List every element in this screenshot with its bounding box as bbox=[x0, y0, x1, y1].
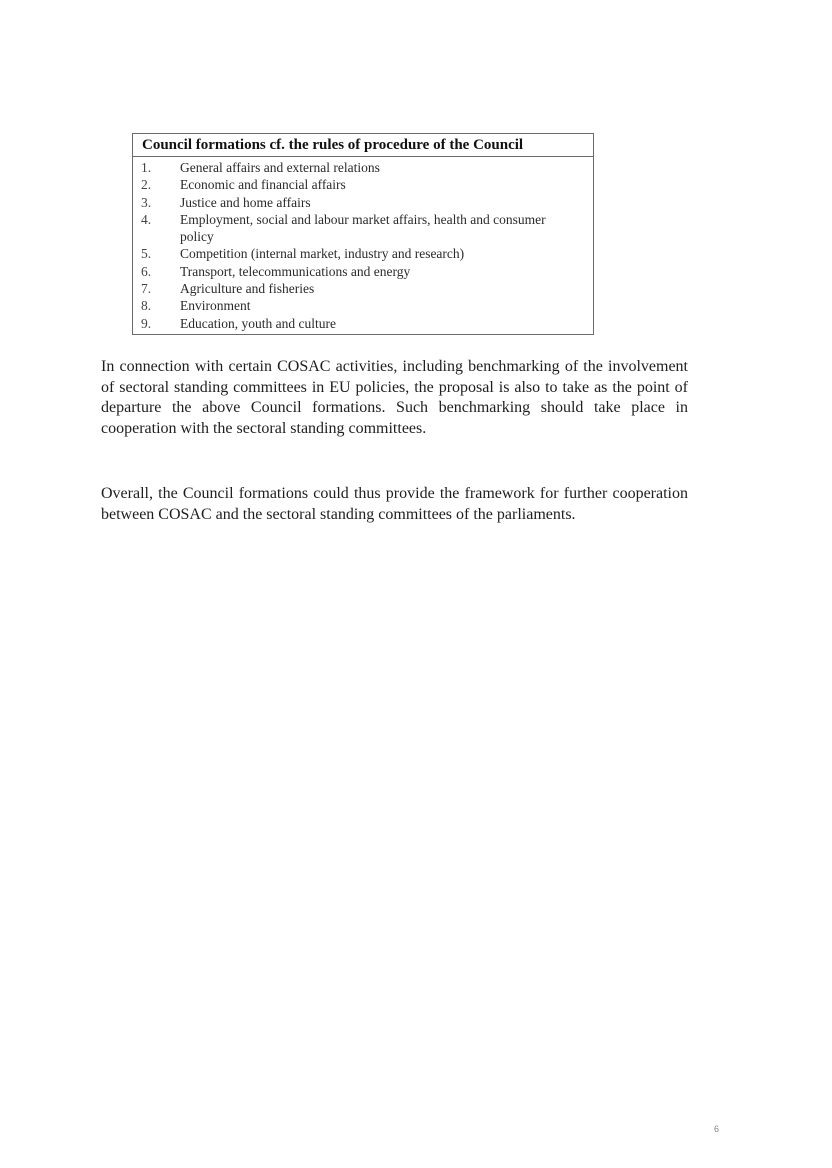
item-number: 9. bbox=[141, 315, 152, 331]
item-text: Employment, social and labour market affairs, health and consumer policy bbox=[180, 211, 546, 245]
item-number: 5. bbox=[141, 246, 152, 262]
paragraph-benchmarking: In connection with certain COSAC activities, including benchmarking of the involvement of sectoral standing committees in EU policies, the proposal is also to take as the point of departure the above Council formations. Such benchmarking should take place in cooperation with the sectoral standing committees. bbox=[101, 358, 688, 437]
paragraph-overall: Overall, the Council formations could thus provide the framework for further cooperation between COSAC and the sectoral standing committees of the parliaments. bbox=[101, 485, 688, 523]
item-number: 2. bbox=[141, 177, 152, 193]
list-item bbox=[133, 280, 593, 297]
item-text: Agriculture and fisheries bbox=[180, 281, 315, 297]
formations-list bbox=[133, 159, 593, 332]
item-text: Environment bbox=[180, 298, 251, 314]
list-item bbox=[133, 315, 593, 332]
list-item bbox=[133, 245, 593, 262]
item-number: 1. bbox=[141, 160, 152, 175]
council-formations-table bbox=[132, 133, 594, 335]
list-item bbox=[133, 194, 593, 211]
item-number: 8. bbox=[141, 298, 152, 314]
item-text: Education, youth and culture bbox=[180, 315, 336, 331]
list-item bbox=[133, 176, 593, 193]
list-item bbox=[133, 159, 593, 176]
list-item bbox=[133, 297, 593, 314]
item-number: 4. bbox=[141, 211, 152, 227]
item-text: Transport, telecommunications and energy bbox=[180, 263, 411, 279]
item-text: Competition (internal market, industry and research) bbox=[180, 246, 465, 262]
item-text: General affairs and external relations bbox=[180, 160, 380, 175]
page-number: 6 bbox=[714, 1124, 720, 1134]
table-title: Council formations cf. the rules of procedure of the Council bbox=[133, 134, 593, 157]
list-item bbox=[133, 263, 593, 280]
item-text: Economic and financial affairs bbox=[180, 177, 346, 193]
item-number: 7. bbox=[141, 281, 152, 297]
item-text: Justice and home affairs bbox=[180, 194, 311, 210]
item-number: 3. bbox=[141, 194, 152, 210]
list-item bbox=[133, 211, 593, 246]
item-number: 6. bbox=[141, 263, 152, 279]
